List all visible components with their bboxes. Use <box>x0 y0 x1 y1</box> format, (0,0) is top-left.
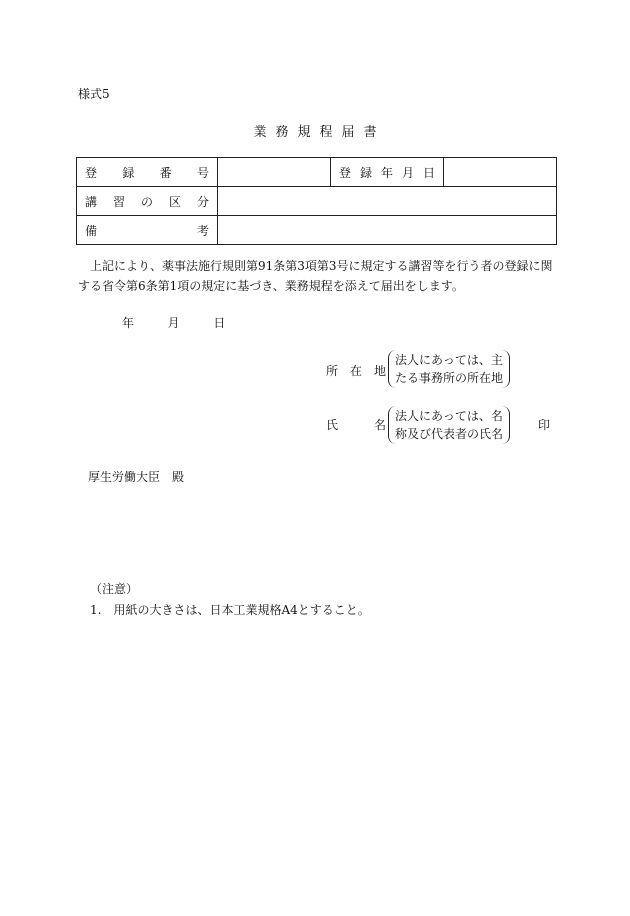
registration-date-label-cell <box>331 158 444 187</box>
notes-heading: （注意） <box>90 582 139 596</box>
registration-date-value-cell[interactable] <box>444 158 557 187</box>
label-char: 氏 <box>326 418 339 432</box>
label-char: 備 <box>85 223 98 238</box>
label-char: の <box>140 194 153 209</box>
address-note-line: たる事務所の所在地 <box>395 371 504 385</box>
registration-number-label-cell <box>77 158 218 187</box>
label-char: 年 <box>380 165 393 180</box>
course-category-label-cell <box>77 187 218 216</box>
label-char: 録 <box>122 165 135 180</box>
table-row <box>77 216 557 245</box>
name-note-line: 法人にあっては、名 <box>395 409 503 423</box>
label-char: 在 <box>349 364 362 378</box>
label-char: 登 <box>85 165 98 180</box>
remarks-value-cell[interactable] <box>218 216 557 245</box>
label-char: 録 <box>359 165 372 180</box>
label-char: 登 <box>339 165 352 180</box>
date-month-label: 月 <box>167 316 180 330</box>
label-char: 区 <box>168 194 181 209</box>
table-row <box>77 187 557 216</box>
label-char: 講 <box>85 194 98 209</box>
address-label <box>326 362 386 379</box>
label-char: 地 <box>373 364 386 378</box>
label-char: 号 <box>196 165 209 180</box>
name-note-bracket <box>388 406 510 444</box>
table-row <box>77 158 557 187</box>
date-line <box>122 314 225 331</box>
declaration-text: 上記により、薬事法施行規則第91条第3項第3号に規定する講習等を行う者の登録に関する省令第6条第1項の規定に基づき、業務規程を添えて届出をします。 <box>78 259 553 293</box>
remarks-label-cell <box>77 216 218 245</box>
notes-item: 1. 用紙の大きさは、日本工業規格A4とすること。 <box>90 603 370 617</box>
date-year-label: 年 <box>122 316 135 330</box>
label-char: 考 <box>196 223 209 238</box>
label-char: 習 <box>112 194 125 209</box>
addressee: 厚生労働大臣 殿 <box>88 470 185 484</box>
address-note-line: 法人にあっては、主 <box>395 353 503 367</box>
seal-mark: 印 <box>538 418 551 432</box>
label-char: 番 <box>159 165 172 180</box>
label-char: 日 <box>422 165 435 180</box>
course-category-value-cell[interactable] <box>218 187 557 216</box>
registration-table <box>76 157 557 245</box>
name-label <box>326 416 386 433</box>
registration-number-value-cell[interactable] <box>218 158 331 187</box>
date-day-label: 日 <box>213 316 226 330</box>
document-title: 業務規程届書 <box>253 125 386 140</box>
label-char: 名 <box>373 418 386 432</box>
label-char: 分 <box>196 194 209 209</box>
address-note-bracket <box>388 350 510 388</box>
name-note-line: 称及び代表者の氏名 <box>395 427 504 441</box>
label-char: 所 <box>326 364 339 378</box>
label-char: 月 <box>401 165 414 180</box>
form-number-label: 様式5 <box>78 87 110 101</box>
